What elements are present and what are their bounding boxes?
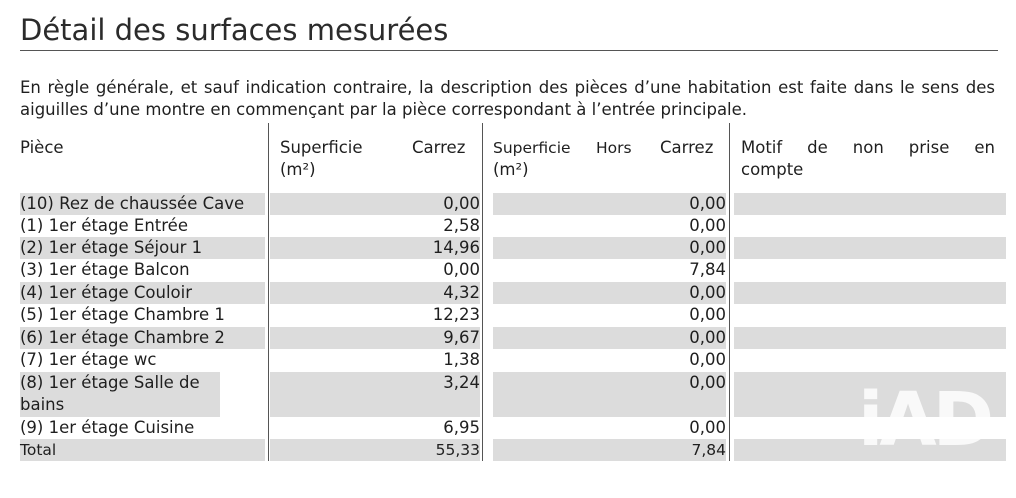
cell-piece: (5) 1er étage Chambre 1 <box>20 305 225 324</box>
intro-paragraph: En règle générale, et sauf indication contraire, la description des pièces d’une habitation est faite dans le sens des aiguilles d’une montre en commençant par la pièce correspondant à l’entrée principale. <box>20 78 995 119</box>
table-row <box>15 327 1006 349</box>
table-row <box>15 304 1006 326</box>
table-row <box>15 237 1006 259</box>
cell-piece: (8) 1er étage Salle de bains <box>20 372 220 417</box>
table-row <box>15 349 1006 371</box>
header-superficie-hors-word1: Superficie <box>493 139 571 157</box>
header-superficie-carrez-unit: (m²) <box>280 160 316 179</box>
cell-piece: (4) 1er étage Couloir <box>20 282 265 304</box>
table-row <box>15 193 1006 215</box>
cell-hors-carrez: 0,00 <box>689 418 726 437</box>
table-row <box>15 282 1006 304</box>
cell-hors-carrez: 0,00 <box>689 216 726 235</box>
cell-piece: (10) Rez de chaussée Cave <box>20 193 265 215</box>
page-title: Détail des surfaces mesurées <box>20 10 998 51</box>
cell-motif <box>734 259 1006 281</box>
header-motif-line1: Motif de non prise en <box>741 138 995 157</box>
cell-carrez: 9,67 <box>270 327 480 349</box>
cell-piece: (3) 1er étage Balcon <box>20 260 190 279</box>
total-carrez: 55,33 <box>270 439 480 461</box>
cell-piece: (7) 1er étage wc <box>20 350 157 369</box>
cell-hors-carrez: 0,00 <box>689 305 726 324</box>
cell-carrez: 3,24 <box>270 372 480 417</box>
cell-motif <box>734 327 1006 349</box>
cell-carrez: 6,95 <box>443 418 480 437</box>
header-superficie-hors-word2: Hors <box>596 139 632 157</box>
cell-piece: (2) 1er étage Séjour 1 <box>20 237 265 259</box>
cell-piece: (6) 1er étage Chambre 2 <box>20 327 265 349</box>
cell-carrez: 14,96 <box>270 237 480 259</box>
cell-carrez: 0,00 <box>443 260 480 279</box>
cell-hors-carrez: 7,84 <box>689 260 726 279</box>
cell-hors-carrez: 0,00 <box>493 372 726 417</box>
cell-piece: (9) 1er étage Cuisine <box>20 418 195 437</box>
cell-hors-carrez: 0,00 <box>493 193 726 215</box>
table-row <box>15 259 1006 281</box>
cell-hors-carrez: 0,00 <box>689 350 726 369</box>
cell-piece: (1) 1er étage Entrée <box>20 216 188 235</box>
cell-hors-carrez: 0,00 <box>493 237 726 259</box>
cell-carrez: 0,00 <box>270 193 480 215</box>
cell-carrez: 4,32 <box>270 282 480 304</box>
cell-motif <box>734 237 1006 259</box>
cell-motif <box>734 349 1006 371</box>
header-superficie-hors-word3: Carrez <box>660 138 714 157</box>
cell-carrez: 1,38 <box>443 350 480 369</box>
header-motif-line2: compte <box>741 160 804 179</box>
total-hors-carrez: 7,84 <box>493 439 726 461</box>
cell-motif <box>734 304 1006 326</box>
header-superficie-carrez-word1: Superficie <box>280 138 363 157</box>
header-superficie-hors-unit: (m²) <box>493 160 529 179</box>
cell-hors-carrez: 0,00 <box>493 282 726 304</box>
header-superficie-carrez-word2: Carrez <box>412 138 466 157</box>
cell-motif <box>734 215 1006 237</box>
cell-motif <box>734 193 1006 215</box>
table-row <box>15 215 1006 237</box>
cell-carrez: 12,23 <box>432 305 480 324</box>
total-label: Total <box>20 439 265 461</box>
header-piece: Pièce <box>20 138 64 157</box>
cell-hors-carrez: 0,00 <box>493 327 726 349</box>
cell-carrez: 2,58 <box>443 216 480 235</box>
iad-logo-watermark: iAD <box>858 377 991 463</box>
cell-motif <box>734 282 1006 304</box>
